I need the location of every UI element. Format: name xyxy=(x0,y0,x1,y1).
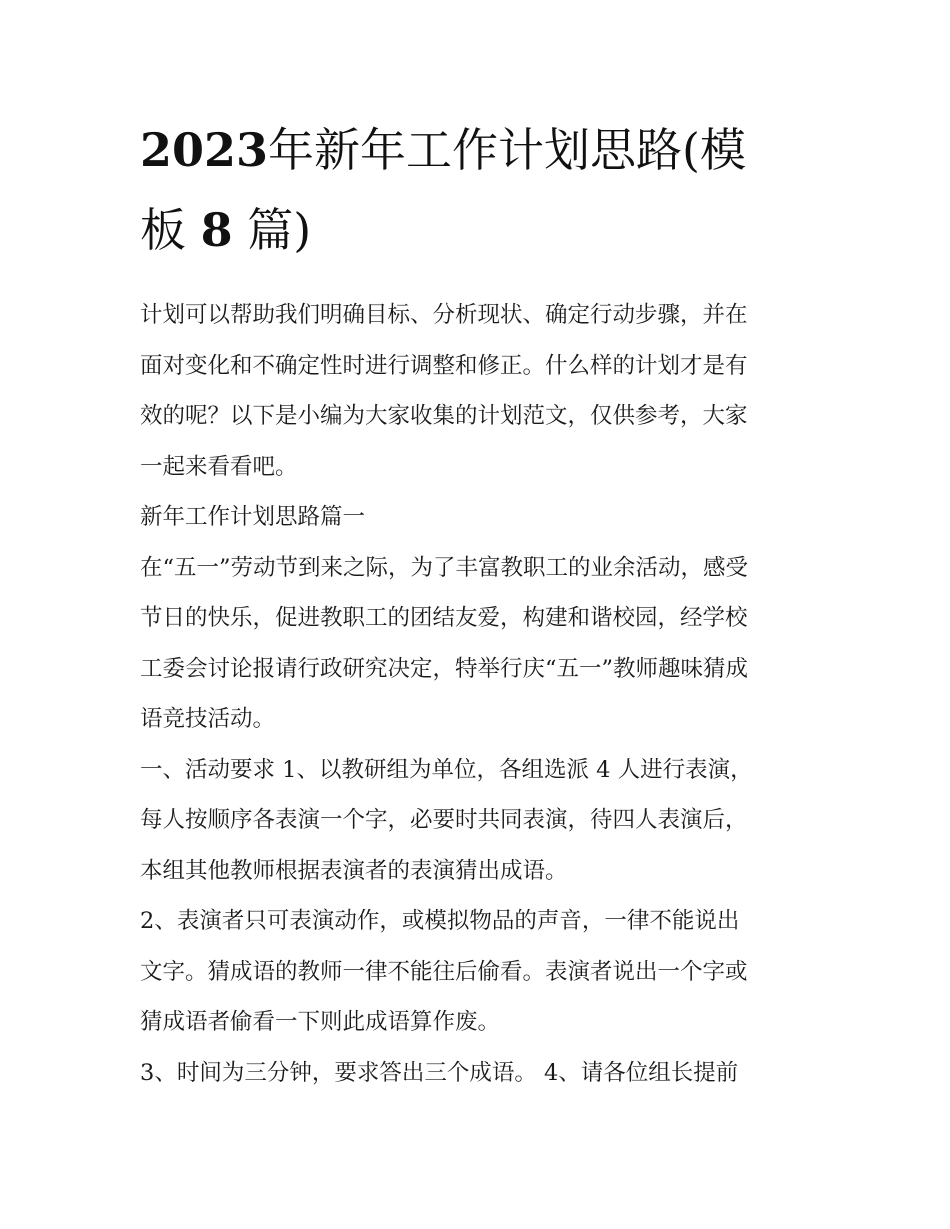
text-line: 新年工作计划思路篇一 xyxy=(140,504,366,530)
text-line: 工委会讨论报请行政研究决定，特举行庆“五一”教师趣味猜成 xyxy=(140,655,749,682)
text-line: 在“五一”劳动节到来之际，为了丰富教职工的业余活动，感受 xyxy=(140,554,749,581)
text-line: 一起来看看吧。 xyxy=(140,453,298,480)
text-line: 每人按顺序各表演一个字，必要时共同表演，待四人表演后， xyxy=(140,807,748,833)
title-line-2 xyxy=(140,190,812,270)
title-count: 8 xyxy=(200,203,233,257)
intro-paragraph xyxy=(140,290,812,492)
text-line: 猜成语者偷看一下则此成语算作废。 xyxy=(140,1009,501,1035)
text-line: 本组其他教师根据表演者的表演猜出成语。 xyxy=(140,857,568,884)
text-line: 效的呢？以下是小编为大家收集的计划范文，仅供参考，大家 xyxy=(140,403,748,429)
document-content xyxy=(140,110,812,1098)
text-line: 一、活动要求 1、以教研组为单位，各组选派 4 人进行表演， xyxy=(140,756,753,783)
section-heading xyxy=(140,492,812,543)
title-text-2: 板 xyxy=(140,203,186,257)
rule-paragraph-2 xyxy=(140,896,812,1048)
document-body xyxy=(140,290,812,1098)
text-line: 语竞技活动。 xyxy=(140,706,276,732)
title-year: 2023 xyxy=(140,123,269,177)
event-paragraph xyxy=(140,543,812,745)
document-title xyxy=(140,110,812,270)
text-line: 3、时间为三分钟，要求答出三个成语。 4、请各位组长提前 xyxy=(140,1059,739,1086)
rule-paragraph-3 xyxy=(140,1048,812,1099)
text-line: 2、表演者只可表演动作，或模拟物品的声音，一律不能说出 xyxy=(140,908,740,934)
text-line: 计划可以帮助我们明确目标、分析现状、确定行动步骤，并在 xyxy=(140,302,748,328)
title-text-3: 篇) xyxy=(247,203,312,257)
title-text-1: 年新年工作计划思路(模 xyxy=(268,123,746,177)
rule-paragraph-1 xyxy=(140,745,812,897)
text-line: 文字。猜成语的教师一律不能往后偷看。表演者说出一个字或 xyxy=(140,958,748,985)
text-line: 面对变化和不确定性时进行调整和修正。什么样的计划才是有 xyxy=(140,352,748,379)
title-line-1 xyxy=(140,110,812,190)
text-line: 节日的快乐，促进教职工的团结友爱，构建和谐校园，经学校 xyxy=(140,605,748,631)
